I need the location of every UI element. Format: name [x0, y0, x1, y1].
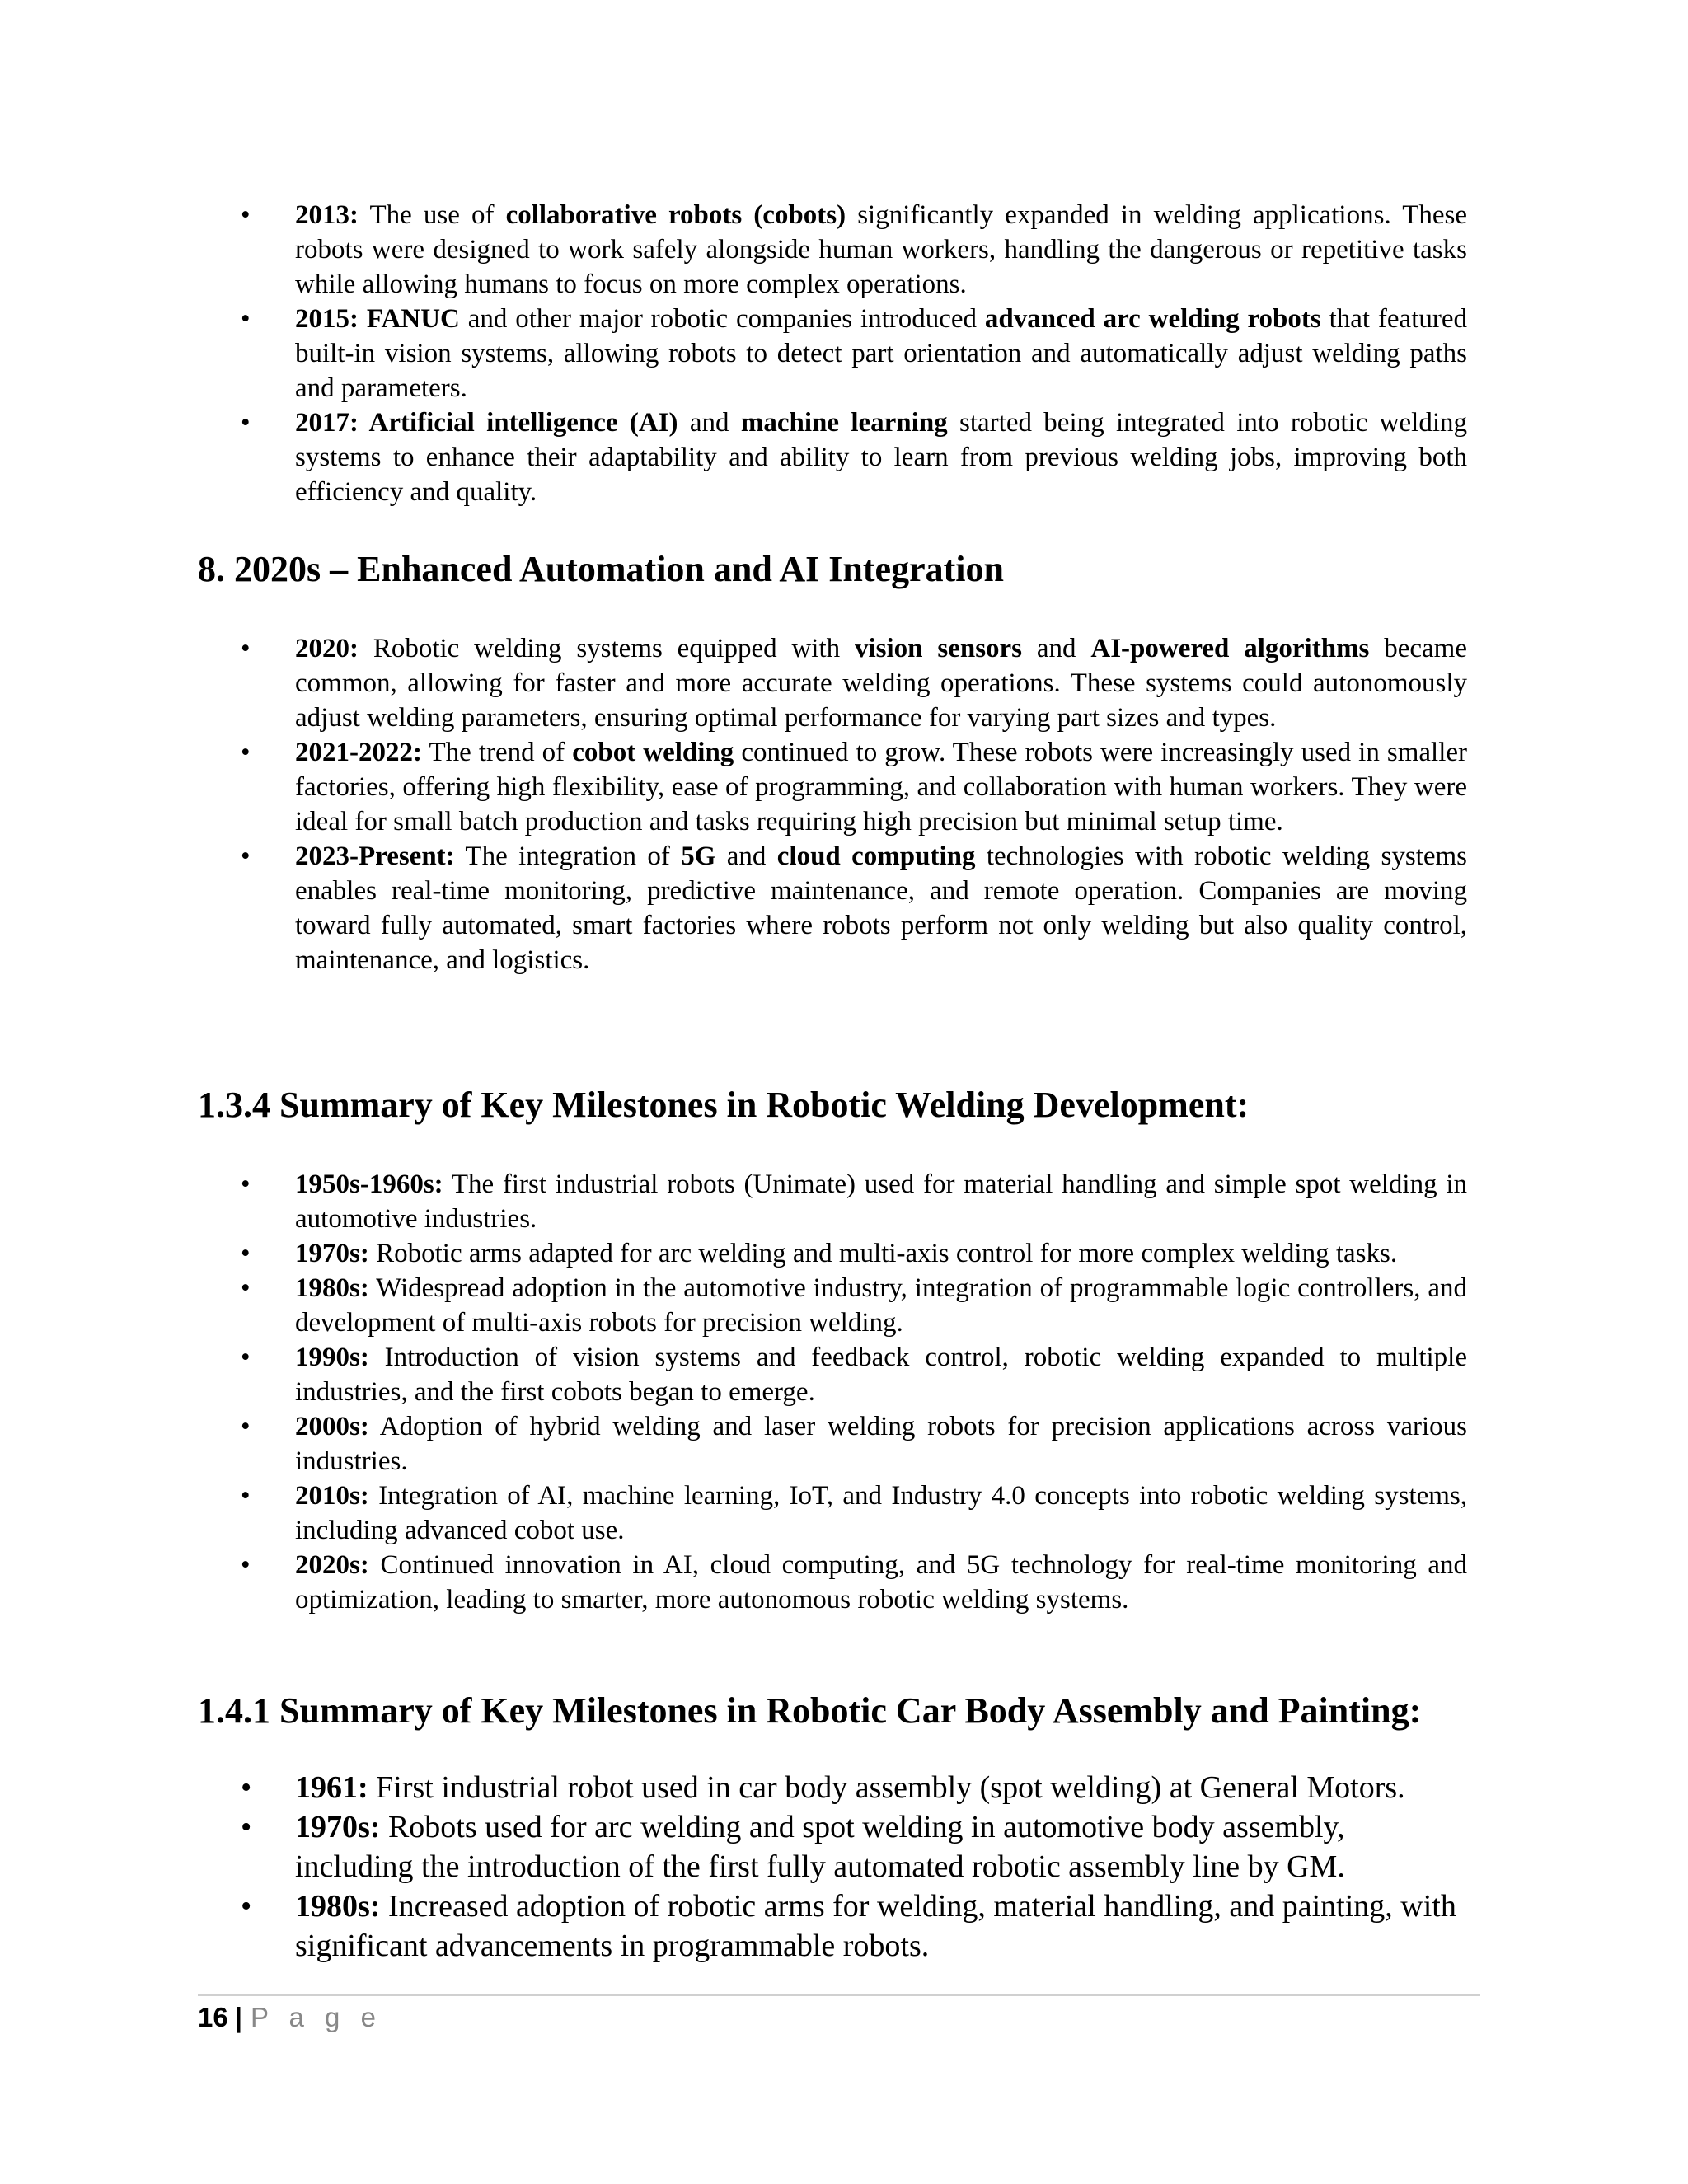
bullet-icon: •	[241, 1810, 252, 1844]
page-footer	[198, 2001, 382, 2034]
section-heading-1-3-4: 1.3.4 Summary of Key Milestones in Robotic Welding Development:	[198, 1085, 1250, 1125]
bullet-icon: •	[241, 1889, 252, 1924]
list-item: • 2017: Artificial intelligence (AI) and machine learning started being integrated into robotic welding systems to enhance their adaptability and ability to learn from previous welding jobs, improving both efficiency and quality.	[198, 405, 1467, 509]
bullet-icon: •	[241, 408, 251, 438]
bullet-icon: •	[241, 634, 251, 663]
page-label: P a g e	[250, 2002, 382, 2032]
bullet-icon: •	[241, 738, 251, 767]
milestones-2020s-list	[198, 631, 1467, 977]
bullet-icon: •	[241, 200, 251, 230]
list-item: • 1950s-1960s: The first industrial robots (Unimate) used for material handling and simple spot welding in automotive industries.	[198, 1167, 1467, 1236]
page-number: 16	[198, 2002, 228, 2032]
list-item: • 2020s: Continued innovation in AI, cloud computing, and 5G technology for real-time monitoring and optimization, leading to smarter, more autonomous robotic welding systems.	[198, 1548, 1467, 1617]
car-body-milestones-list	[198, 1768, 1467, 1966]
list-item: • 1980s: Increased adoption of robotic arms for welding, material handling, and painting, with significant advancements in programmable robots.	[198, 1886, 1467, 1966]
bullet-icon: •	[241, 1412, 251, 1441]
bullet-icon: •	[241, 304, 251, 334]
milestones-2010s-list	[198, 198, 1467, 509]
list-item: • 2010s: Integration of AI, machine learning, IoT, and Industry 4.0 concepts into robotic welding systems, including advanced cobot use.	[198, 1479, 1467, 1548]
bullet-icon: •	[241, 1550, 251, 1580]
bullet-icon: •	[241, 1239, 251, 1268]
footer-divider	[198, 1994, 1480, 1996]
section-heading-2020s: 8. 2020s – Enhanced Automation and AI Integration	[198, 549, 1004, 589]
bullet-icon: •	[241, 1169, 251, 1199]
list-item: • 1970s: Robots used for arc welding and spot welding in automotive body assembly, including the introduction of the first fully automated robotic assembly line by GM.	[198, 1807, 1467, 1886]
list-item: • 1990s: Introduction of vision systems and feedback control, robotic welding expanded to multiple industries, and the first cobots began to emerge.	[198, 1340, 1467, 1409]
footer-separator: |	[234, 2002, 242, 2032]
welding-milestones-summary-list	[198, 1167, 1467, 1617]
bullet-icon: •	[241, 1343, 251, 1372]
bullet-icon: •	[241, 1770, 252, 1805]
list-item: • 2021-2022: The trend of cobot welding continued to grow. These robots were increasingly used in smaller factories, offering high flexibility, ease of programming, and collaboration with human workers. They were ideal for small batch production and tasks requiring high precision but minimal setup time.	[198, 735, 1467, 839]
list-item: • 1961: First industrial robot used in car body assembly (spot welding) at General Motors.	[198, 1768, 1467, 1807]
list-item: • 1970s: Robotic arms adapted for arc welding and multi-axis control for more complex welding tasks.	[198, 1236, 1467, 1271]
list-item: • 2000s: Adoption of hybrid welding and laser welding robots for precision applications across various industries.	[198, 1409, 1467, 1479]
list-item: • 2015: FANUC and other major robotic companies introduced advanced arc welding robots that featured built-in vision systems, allowing robots to detect part orientation and automatically adjust welding paths and parameters.	[198, 302, 1467, 405]
section-heading-1-4-1: 1.4.1 Summary of Key Milestones in Robotic Car Body Assembly and Painting:	[198, 1690, 1422, 1731]
bullet-icon: •	[241, 841, 251, 871]
list-item: • 1980s: Widespread adoption in the automotive industry, integration of programmable logic controllers, and development of multi-axis robots for precision welding.	[198, 1271, 1467, 1340]
bullet-icon: •	[241, 1273, 251, 1303]
bullet-icon: •	[241, 1481, 251, 1511]
list-item: • 2013: The use of collaborative robots (cobots) significantly expanded in welding applications. These robots were designed to work safely alongside human workers, handling the dangerous or repetitive tasks while allowing humans to focus on more complex operations.	[198, 198, 1467, 302]
list-item: • 2020: Robotic welding systems equipped with vision sensors and AI-powered algorithms became common, allowing for faster and more accurate welding operations. These systems could autonomously adjust welding parameters, ensuring optimal performance for varying part sizes and types.	[198, 631, 1467, 735]
list-item: • 2023-Present: The integration of 5G and cloud computing technologies with robotic welding systems enables real-time monitoring, predictive maintenance, and remote operation. Companies are moving toward fully automated, smart factories where robots perform not only welding but also quality control, maintenance, and logistics.	[198, 839, 1467, 977]
